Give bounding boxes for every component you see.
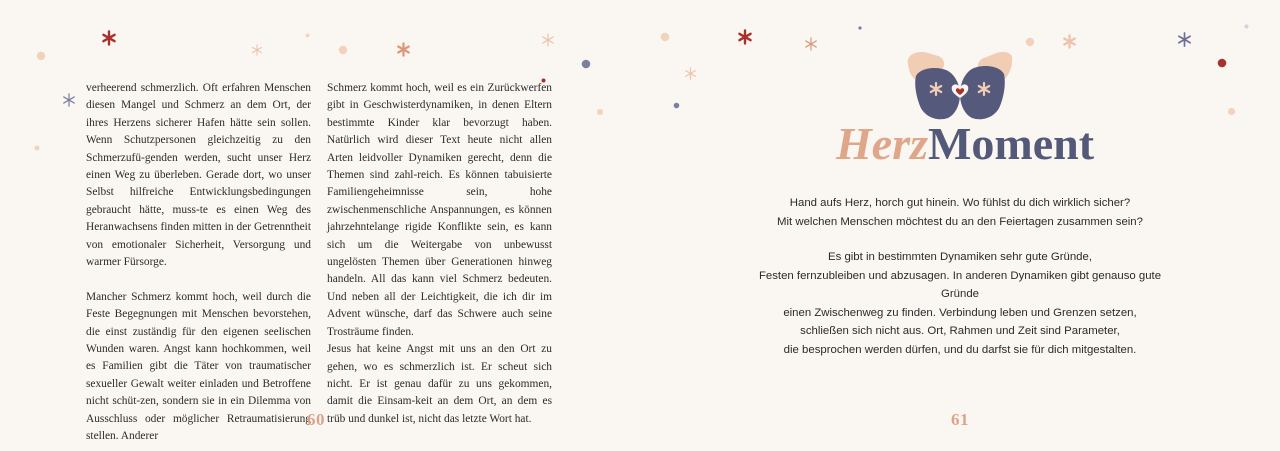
- paragraph: Schmerz kommt hoch, weil es ein Zurückwerfen gibt in Geschwisterdynamiken, in denen Eltern bestimmte Kinder klar bevorzugt haben. Natürlich wird dieser Text heute nicht allen Arten leidvoller Dynamiken gerecht, denn die Themen sind zahl-reich. Es können tabuisierte Familiengeheimnisse sein, hohe zwischenmenschliche Anspannungen, es können jahrzehntelange rigide Konflikte sein, es kann sich um die Weitergabe von unbewusst ungelösten Themen über Generationen hinweg handeln. All das kann viel Schmerz bedeuten. Und neben all der Leichtigkeit, die ich dir im Advent wünsche, darf das Schwere auch seine Trosträume finden.: [327, 82, 552, 338]
- star-icon: [1177, 32, 1192, 47]
- dot-icon: [858, 26, 862, 30]
- dot-icon: [581, 59, 591, 69]
- dot-icon: [1244, 24, 1249, 29]
- dot-icon: [1025, 37, 1035, 47]
- title-part-herz: Herz: [836, 118, 928, 169]
- paragraph: Mancher Schmerz kommt hoch, weil durch die Feste Begegnungen mit Menschen bevorstehen, die einst zuständig für den eigenen seelischen Wunden waren. Angst kann hochkommen, weil es Familien gibt die Täter von traumatischer sexueller Gewalt weiter einladen und Betroffene nicht schüt-zen, sondern sie in ein Dilemma von Ausschluss oder möglicher Retraumatisierung stellen. Anderer: [86, 290, 311, 443]
- star-icon: [541, 33, 555, 47]
- right-page: [640, 0, 1280, 451]
- dot-icon: [34, 145, 40, 151]
- dot-icon: [596, 108, 604, 116]
- question-line: Mit welchen Menschen möchtest du an den Feiertagen zusammen sein?: [777, 215, 1143, 228]
- body-line: Es gibt in bestimmten Dynamiken sehr gute Gründe,: [827, 251, 1092, 263]
- text-column-1: [86, 80, 311, 446]
- title-part-moment: Moment: [928, 118, 1095, 169]
- paragraph: verheerend schmerzlich. Oft erfahren Menschen diesen Mangel und Schmerz an dem Ort, der ihres Herzens sicherer Hafen hätte sein sollen. Wenn Schutzpersonen gleichzeitig zu den Schmerzufü-genden werden, sucht unser Herz einen Weg zu überleben. Gerade dort, wo unser Selbst hilfreiche Entwicklungsbedingungen gebraucht hätte, muss-te es einen Weg des Heranwachsens finden mitten in der Getrenntheit von emotionaler Sicherheit, Versorgung und warmer Fürsorge.: [86, 82, 311, 269]
- dot-icon: [36, 51, 46, 61]
- body-line: Festen fernzubleiben und abzusagen. In anderen Dynamiken gibt genauso gute Gründe: [758, 269, 1162, 300]
- question-block: [740, 194, 1180, 231]
- paragraph: Jesus hat keine Angst mit uns an den Ort zu gehen, wo es schmerzlich ist. Er scheut sich nicht. Er ist genau dafür zu uns gekommen, damit die Einsam-keit an dem Ort, an dem es trüb und dunkel ist, nicht das letzte Wort hat.: [327, 343, 552, 425]
- dot-icon: [305, 33, 310, 38]
- dot-icon: [338, 45, 348, 55]
- body-line: schließen sich nicht aus. Ort, Rahmen und Zeit sind Parameter,: [800, 325, 1120, 337]
- snowflake-icon: [101, 30, 117, 46]
- page-number: 60: [307, 410, 325, 429]
- dot-icon: [1227, 107, 1236, 116]
- page-title: [836, 116, 1094, 172]
- body-block: [740, 248, 1180, 359]
- text-column-2: [327, 80, 552, 428]
- dot-icon: [673, 102, 680, 109]
- body-line: die besprochen werden dürfen, und du darfst sie für dich mitgestalten.: [783, 343, 1137, 356]
- snowflake-icon: [1062, 34, 1077, 49]
- star-icon: [62, 93, 76, 107]
- body-line: einen Zwischenweg zu finden. Verbindung leben und Grenzen setzen,: [783, 306, 1137, 319]
- dot-icon: [660, 32, 670, 42]
- star-icon: [251, 44, 263, 56]
- star-icon: [804, 37, 818, 51]
- snowflake-icon: [396, 42, 411, 57]
- page-number: 61: [951, 410, 969, 429]
- question-line: Hand aufs Herz, horch gut hinein. Wo fühlst du dich wirklich sicher?: [789, 197, 1131, 209]
- star-icon: [684, 67, 697, 80]
- mittens-heart-icon: [902, 48, 1018, 120]
- dot-icon: [1217, 58, 1227, 68]
- snowflake-icon: [737, 29, 753, 45]
